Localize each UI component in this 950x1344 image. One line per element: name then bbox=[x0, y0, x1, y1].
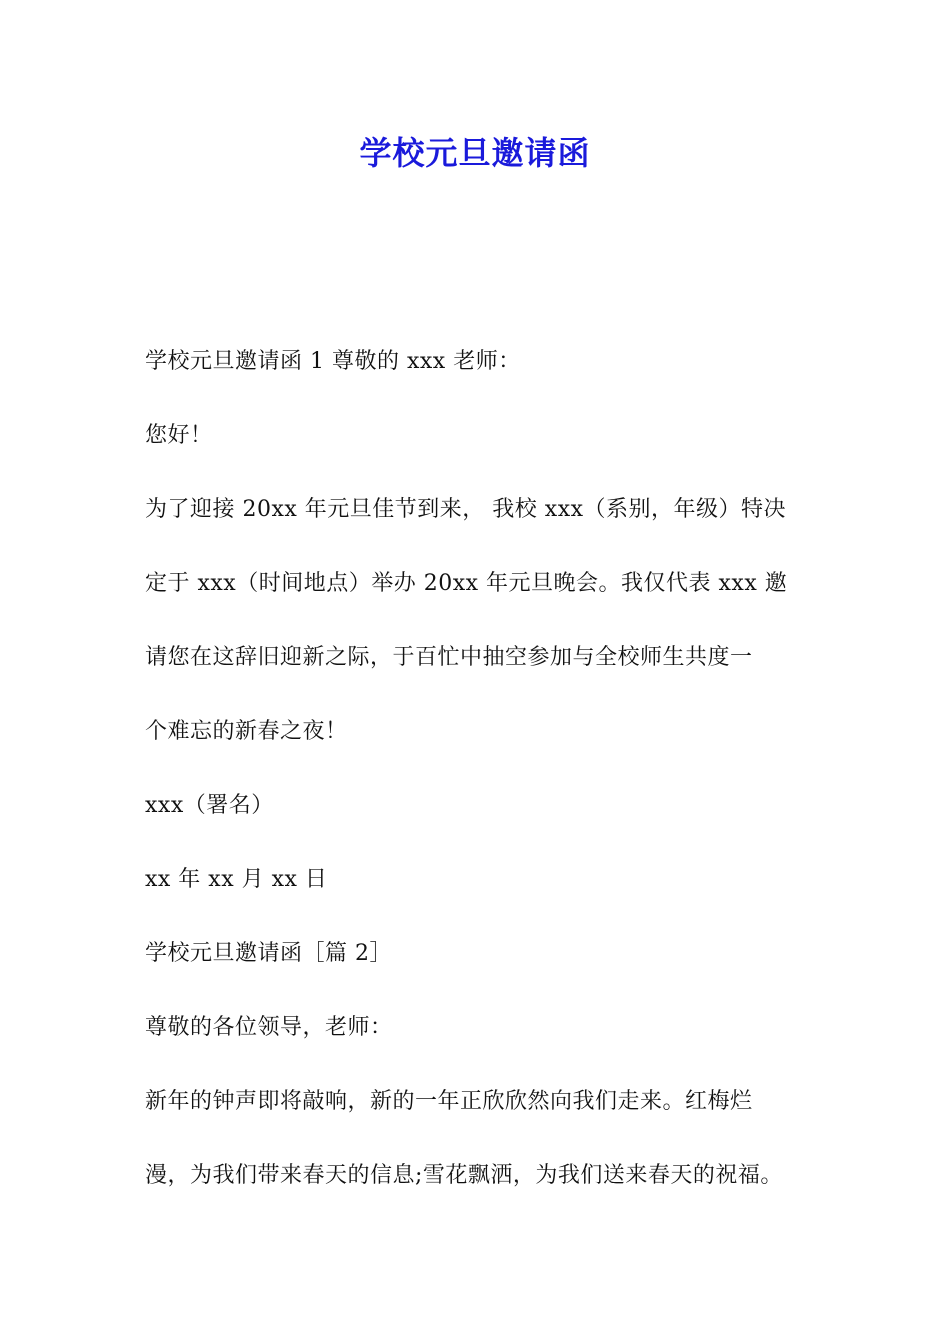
paragraph-line: 个难忘的新春之夜！ bbox=[145, 719, 348, 744]
paragraph-line: 请您在这辞旧迎新之际，于百忙中抽空参加与全校师生共度一 bbox=[145, 645, 753, 670]
greeting-line: 您好！ bbox=[145, 423, 213, 448]
paragraph-line: 为了迎接 20xx 年元旦佳节到来， 我校 xxx（系别，年级）特决 bbox=[145, 497, 787, 522]
signature-line: xxx（署名） bbox=[145, 793, 274, 818]
paragraph-line: 新年的钟声即将敲响，新的一年正欣欣然向我们走来。红梅烂 bbox=[145, 1089, 753, 1114]
salutation-line: 学校元旦邀请函 1 尊敬的 xxx 老师： bbox=[145, 349, 521, 374]
date-line: xx 年 xx 月 xx 日 bbox=[145, 867, 328, 892]
paragraph-line: 漫，为我们带来春天的信息;雪花飘洒，为我们送来春天的祝福。 bbox=[145, 1163, 783, 1188]
salutation-line: 尊敬的各位领导，老师： bbox=[145, 1015, 393, 1040]
document-title: 学校元旦邀请函 bbox=[359, 134, 591, 172]
section-heading: 学校元旦邀请函［篇 2］ bbox=[145, 941, 392, 966]
document-body bbox=[145, 342, 815, 1230]
paragraph-line: 定于 xxx（时间地点）举办 20xx 年元旦晚会。我仅代表 xxx 邀 bbox=[145, 571, 788, 596]
